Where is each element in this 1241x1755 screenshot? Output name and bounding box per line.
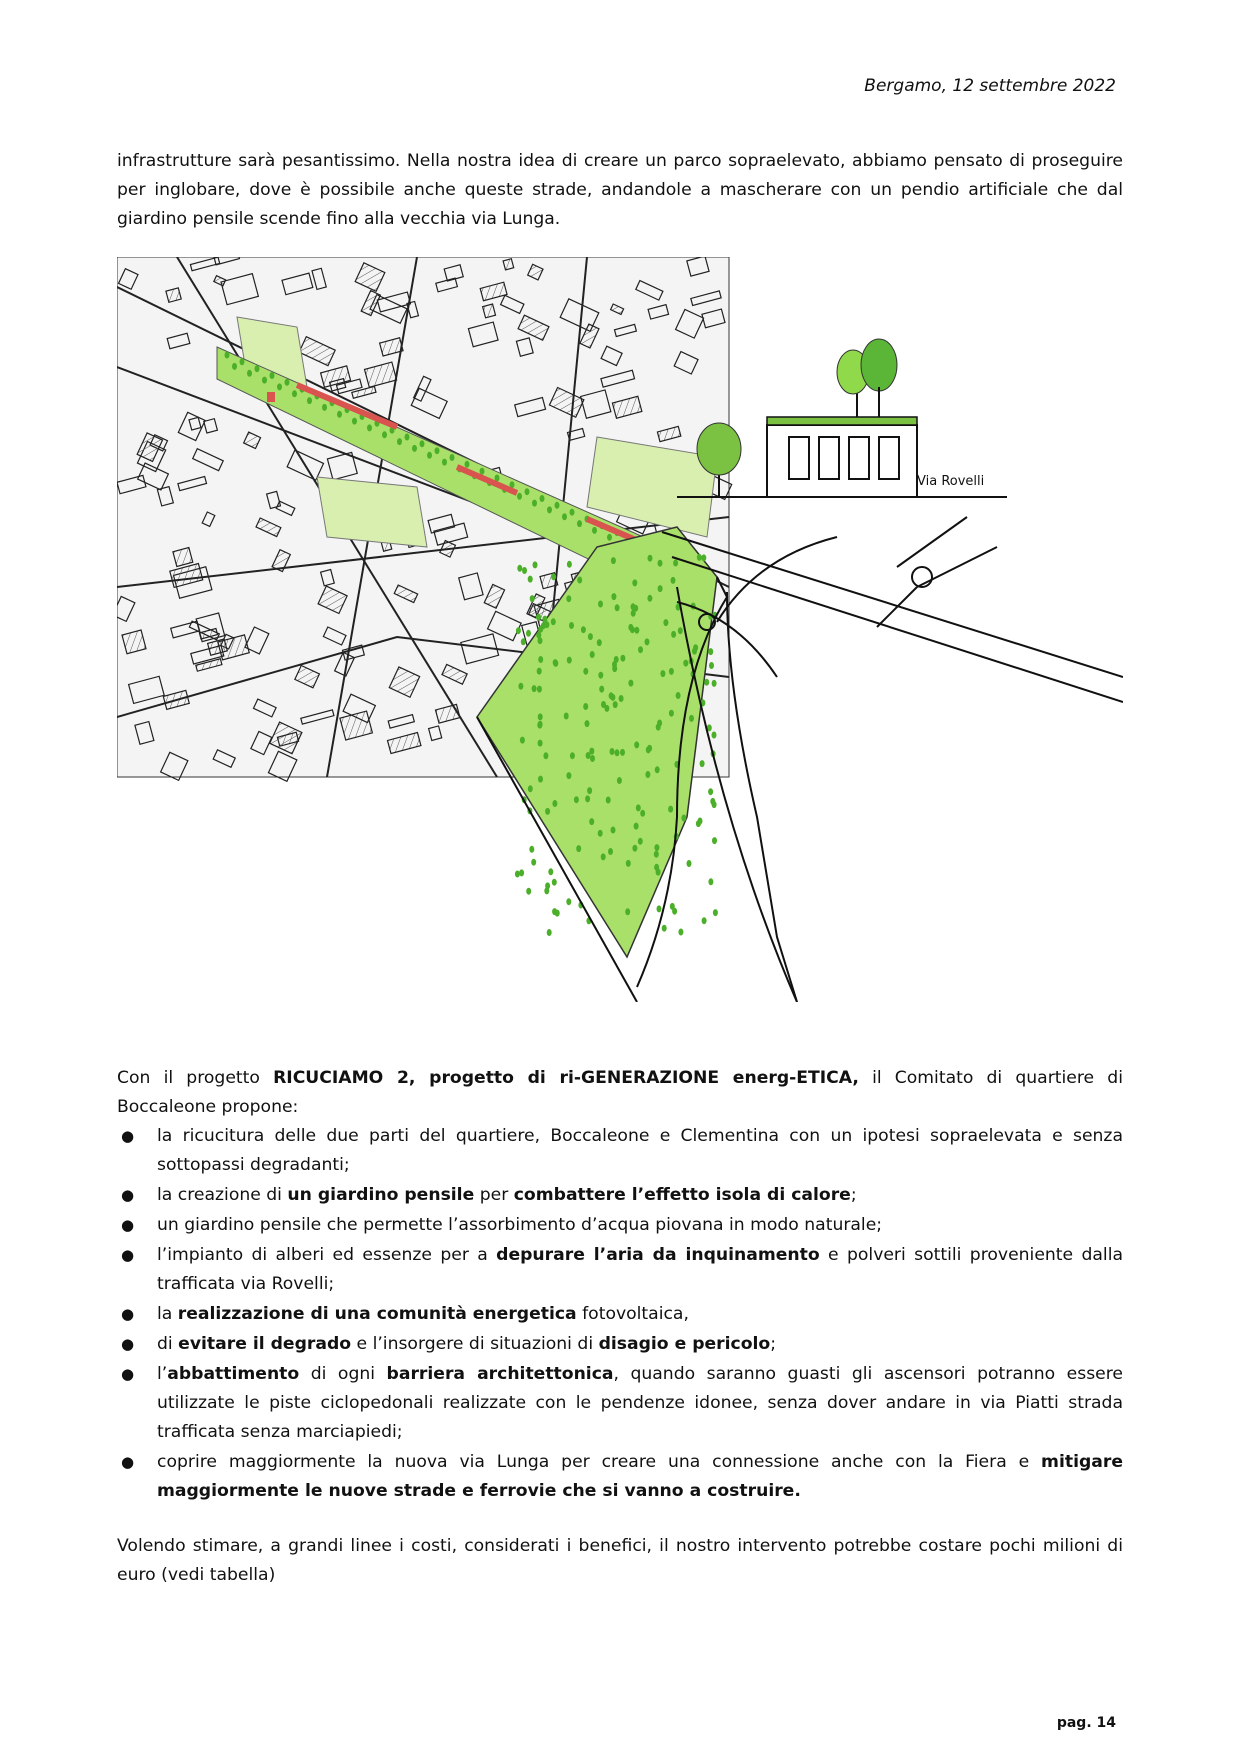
tree-dot xyxy=(648,555,653,562)
bullet-icon: ● xyxy=(121,1365,135,1383)
list-item-text: ; xyxy=(850,1185,857,1205)
tree-dot xyxy=(577,577,582,584)
tree-dot xyxy=(532,685,537,692)
bullet-icon: ● xyxy=(121,1305,135,1323)
map-building-block xyxy=(503,259,514,270)
tree-dot xyxy=(615,749,620,756)
tree-dot xyxy=(367,424,372,431)
list-item-text: l’ xyxy=(157,1364,168,1384)
tree-dot xyxy=(663,619,668,626)
bold-text: combattere l’effetto isola di calore xyxy=(513,1185,851,1205)
tree-dot xyxy=(702,917,707,924)
tree-dot xyxy=(683,660,688,667)
tree-dot xyxy=(712,837,717,844)
tree-dot xyxy=(538,721,543,728)
tree-dot xyxy=(537,668,542,675)
tree-dot xyxy=(625,908,630,915)
bullet-icon: ● xyxy=(121,1186,135,1204)
tree-dot xyxy=(564,713,569,720)
tree-dot xyxy=(658,585,663,592)
tree-dot xyxy=(654,864,659,871)
tree-dot xyxy=(634,823,639,830)
tree-dot xyxy=(696,820,701,827)
document-date: Bergamo, 12 settembre 2022 xyxy=(864,76,1116,96)
list-item xyxy=(117,1211,1123,1240)
tree-dot xyxy=(547,506,552,513)
tree-dot xyxy=(544,887,549,894)
tree-dot xyxy=(608,848,613,855)
tree-dot xyxy=(709,662,714,669)
tree-dot xyxy=(647,595,652,602)
tree-dot xyxy=(640,810,645,817)
tree-dot xyxy=(669,710,674,717)
tree-dot xyxy=(585,720,590,727)
list-item xyxy=(117,1122,1123,1180)
tree-dot xyxy=(547,929,552,936)
tree-dot xyxy=(583,668,588,675)
tree-dot xyxy=(307,397,312,404)
tree-dot xyxy=(435,447,440,454)
bullet-icon: ● xyxy=(121,1453,135,1471)
tree-dot xyxy=(552,908,557,915)
tree-dot xyxy=(576,845,581,852)
bold-text: depurare l’aria da inquinamento xyxy=(496,1245,820,1265)
list-item-text: per xyxy=(474,1185,514,1205)
proposal-list xyxy=(117,1122,1123,1507)
tree-dot xyxy=(657,720,662,727)
tree-dot xyxy=(692,648,697,655)
tree-dot xyxy=(537,686,542,693)
tree-dot xyxy=(599,686,604,693)
tree-dot xyxy=(598,830,603,837)
tree-dot xyxy=(678,929,683,936)
tree-dot xyxy=(713,909,718,916)
tree-dot xyxy=(577,520,582,527)
tree-dot xyxy=(634,741,639,748)
tree-dot xyxy=(516,627,521,634)
tree-dot xyxy=(322,404,327,411)
tree-dot xyxy=(712,680,717,687)
tree-dot xyxy=(583,703,588,710)
tree-dot xyxy=(292,390,297,397)
tree-dot xyxy=(670,903,675,910)
tree-dot xyxy=(532,500,537,507)
bullet-icon: ● xyxy=(121,1127,135,1145)
tree-dot xyxy=(585,795,590,802)
tree-dot xyxy=(548,868,553,875)
tree-dot xyxy=(562,513,567,520)
tree-dot xyxy=(613,701,618,708)
tree-dot xyxy=(701,554,706,561)
list-item xyxy=(117,1181,1123,1210)
tree-dot xyxy=(526,630,531,637)
tree-dot xyxy=(551,618,556,625)
tree-dot xyxy=(632,845,637,852)
list-item-text: coprire maggiormente la nuova via Lunga per creare una connessione anche con la Fiera e xyxy=(157,1452,1042,1472)
tree-dot xyxy=(442,459,447,466)
tree-dot xyxy=(647,745,652,752)
tree-dot xyxy=(588,633,593,640)
tree-dot xyxy=(617,777,622,784)
proposal-intro-text: il Comitato di quartiere di Boccaleone propone: xyxy=(117,1068,1123,1117)
list-item-text: un giardino pensile che permette l’assorbimento d’acqua piovana in modo naturale; xyxy=(157,1215,883,1235)
tree-dot xyxy=(598,601,603,608)
list-item xyxy=(117,1448,1123,1506)
bullet-icon: ● xyxy=(121,1246,135,1264)
tree-dot xyxy=(530,595,535,602)
tree-dot xyxy=(566,772,571,779)
tree-dot xyxy=(654,844,659,851)
tree-dot xyxy=(631,610,636,617)
tree-dot xyxy=(420,440,425,447)
tree-dot xyxy=(270,372,275,379)
list-item xyxy=(117,1241,1123,1299)
tree-dot xyxy=(538,656,543,663)
tree-dot xyxy=(710,798,715,805)
tree-dot xyxy=(543,752,548,759)
tree-dot xyxy=(277,383,282,390)
tree-dot xyxy=(285,379,290,386)
tree-dot xyxy=(636,804,641,811)
tree-dot xyxy=(465,461,470,468)
tree-dot xyxy=(601,853,606,860)
tree-dot xyxy=(552,879,557,886)
list-item xyxy=(117,1330,1123,1359)
map-building-block xyxy=(122,630,146,654)
tree-dot xyxy=(610,748,615,755)
page-number: pag. 14 xyxy=(1056,1715,1116,1731)
tree-dot xyxy=(590,755,595,762)
tree-dot xyxy=(397,438,402,445)
tree-dot xyxy=(678,627,683,634)
tree-dot xyxy=(581,626,586,633)
tree-dot xyxy=(676,692,681,699)
tree-dot xyxy=(538,776,543,783)
bold-text: realizzazione di una comunità energetica xyxy=(177,1304,577,1324)
tree-dot xyxy=(689,715,694,722)
tree-dot xyxy=(574,796,579,803)
tree-dot xyxy=(609,692,614,699)
sketch-label-via-rovelli: Via Rovelli xyxy=(917,474,985,489)
tree-dot xyxy=(620,749,625,756)
tree-dot xyxy=(480,468,485,475)
tree-dot xyxy=(518,683,523,690)
bold-text: abbattimento xyxy=(167,1364,300,1384)
tree-dot xyxy=(567,657,572,664)
list-item-text: , quando saranno guasti gli ascensori potranno essere utilizzate le piste ciclopedonali realizzate con le pendenze idonee, senza dover andare in via Piatti strada trafficata senza marciapiedi; xyxy=(157,1364,1123,1442)
tree-dot xyxy=(533,561,538,568)
tree-dot xyxy=(611,827,616,834)
tree-dot xyxy=(697,554,702,561)
list-item-text: la ricucitura delle due parti del quartiere, Boccaleone e Clementina con un ipotesi sopraelevata e senza sottopassi degradanti; xyxy=(157,1126,1123,1175)
tree-dot xyxy=(382,431,387,438)
tree-dot xyxy=(540,495,545,502)
tree-dot xyxy=(589,818,594,825)
tree-dot xyxy=(555,502,560,509)
tree-dot xyxy=(662,925,667,932)
tree-dot xyxy=(412,445,417,452)
tree-dot xyxy=(521,638,526,645)
list-item-text: e l’insorgere di situazioni di xyxy=(351,1334,599,1354)
list-item xyxy=(117,1300,1123,1329)
list-item-text: di xyxy=(157,1334,179,1354)
list-item-text: di ogni xyxy=(299,1364,387,1384)
tree-dot xyxy=(520,737,525,744)
tree-dot xyxy=(638,646,643,653)
list-item xyxy=(117,1360,1123,1447)
intro-paragraph: infrastrutture sarà pesantissimo. Nella nostra idea di creare un parco sopraelevato, abbiamo pensato di proseguire per inglobare, dove è possibile anche queste strade, andandole a mascherare con un pendio artificiale che dal giardino pensile scende fino alla vecchia via Lunga. xyxy=(117,151,1123,229)
tree-dot xyxy=(626,860,631,867)
project-name: RICUCIAMO 2, progetto di ri-GENERAZIONE energ-ETICA, xyxy=(273,1068,859,1088)
tree-dot xyxy=(668,806,673,813)
list-item-text: la xyxy=(157,1304,178,1324)
tree-dot xyxy=(566,898,571,905)
tree-dot xyxy=(525,488,530,495)
proposal-intro xyxy=(117,1064,1123,1122)
tree-dot xyxy=(567,561,572,568)
tree-dot xyxy=(538,740,543,747)
list-item-text: l’impianto di alberi ed essenze per a xyxy=(157,1245,497,1265)
tree-dot xyxy=(628,624,633,631)
tree-dot xyxy=(515,871,520,878)
tree-dot xyxy=(681,815,686,822)
tree-dot xyxy=(519,869,524,876)
tree-dot xyxy=(566,595,571,602)
tree-dot xyxy=(522,567,527,574)
tree-dot xyxy=(450,454,455,461)
tree-dot xyxy=(607,534,612,541)
tree-dot xyxy=(517,565,522,572)
tree-dot xyxy=(570,509,575,516)
bold-text: disagio e pericolo xyxy=(598,1334,771,1354)
tree-dot xyxy=(528,576,533,583)
tree-dot xyxy=(536,614,541,621)
tree-dot xyxy=(551,573,556,580)
tree-dot xyxy=(586,752,591,759)
park-project-figure xyxy=(117,257,1123,1002)
tree-dot xyxy=(232,363,237,370)
tree-dot xyxy=(655,766,660,773)
list-item-text: la creazione di xyxy=(157,1185,288,1205)
tree-dot xyxy=(352,418,357,425)
proposal-intro-text: Con il progetto xyxy=(117,1068,274,1088)
tree-dot xyxy=(517,493,522,500)
bold-text: barriera architettonica xyxy=(386,1364,614,1384)
tree-dot xyxy=(687,860,692,867)
bullet-icon: ● xyxy=(121,1335,135,1353)
tree-dot xyxy=(615,604,620,611)
tree-dot xyxy=(611,557,616,564)
bold-text: evitare il degrado xyxy=(178,1334,352,1354)
tree-dot xyxy=(427,452,432,459)
tree-dot xyxy=(638,838,643,845)
tree-dot xyxy=(590,651,595,658)
bold-text: un giardino pensile xyxy=(287,1185,475,1205)
bullet-icon: ● xyxy=(121,1216,135,1234)
tree-icon xyxy=(837,339,897,417)
list-item-text: fotovoltaica, xyxy=(576,1304,689,1324)
tree-dot xyxy=(569,622,574,629)
tree-dot xyxy=(538,637,543,644)
tree-dot xyxy=(660,670,665,677)
tree-dot xyxy=(645,638,650,645)
tree-dot xyxy=(671,631,676,638)
tree-dot xyxy=(631,603,636,610)
tree-dot xyxy=(240,358,245,365)
closing-paragraph: Volendo stimare, a grandi linee i costi, considerati i benefici, il nostro intervento potrebbe costare pochi milioni di euro (vedi tabella) xyxy=(117,1536,1123,1585)
tree-dot xyxy=(553,659,558,666)
tree-dot xyxy=(671,577,676,584)
tree-dot xyxy=(657,905,662,912)
tree-dot xyxy=(542,616,547,623)
tree-dot xyxy=(708,878,713,885)
tree-dot xyxy=(598,672,603,679)
tree-dot xyxy=(587,787,592,794)
tree-dot xyxy=(700,760,705,767)
tree-dot xyxy=(632,579,637,586)
tree-dot xyxy=(628,680,633,687)
tree-dot xyxy=(611,593,616,600)
tree-dot xyxy=(604,705,609,712)
tree-dot xyxy=(669,668,674,675)
tree-dot xyxy=(531,859,536,866)
tree-dot xyxy=(712,732,717,739)
tree-dot xyxy=(704,679,709,686)
tree-dot xyxy=(255,365,260,372)
tree-dot xyxy=(570,752,575,759)
tree-dot xyxy=(645,771,650,778)
tree-dot xyxy=(597,639,602,646)
tree-dot xyxy=(337,411,342,418)
tree-dot xyxy=(708,648,713,655)
tree-dot xyxy=(592,527,597,534)
map-building-block xyxy=(483,304,496,318)
tree-dot xyxy=(658,560,663,567)
tree-dot xyxy=(654,851,659,858)
tree-dot xyxy=(405,434,410,441)
list-item-text: e polveri sottili proveniente dalla trafficata via Rovelli; xyxy=(157,1245,1124,1294)
tree-dot xyxy=(247,370,252,377)
tree-dot xyxy=(552,800,557,807)
tree-dot xyxy=(606,797,611,804)
tree-dot xyxy=(538,713,543,720)
tree-dot xyxy=(620,655,625,662)
tree-dot xyxy=(634,627,639,634)
tree-dot xyxy=(262,377,267,384)
bold-text: mitigare maggiormente le nuove strade e ferrovie che si vanno a costruire. xyxy=(157,1452,1123,1501)
tree-dot xyxy=(526,888,531,895)
list-item-text: ; xyxy=(770,1334,777,1354)
tree-dot xyxy=(612,661,617,668)
tree-dot xyxy=(528,785,533,792)
tree-dot xyxy=(673,560,678,567)
tree-dot xyxy=(545,808,550,815)
map-building-block xyxy=(166,288,181,302)
tree-dot xyxy=(529,846,534,853)
tree-dot xyxy=(225,352,230,359)
tree-dot xyxy=(619,695,624,702)
tree-dot xyxy=(708,788,713,795)
